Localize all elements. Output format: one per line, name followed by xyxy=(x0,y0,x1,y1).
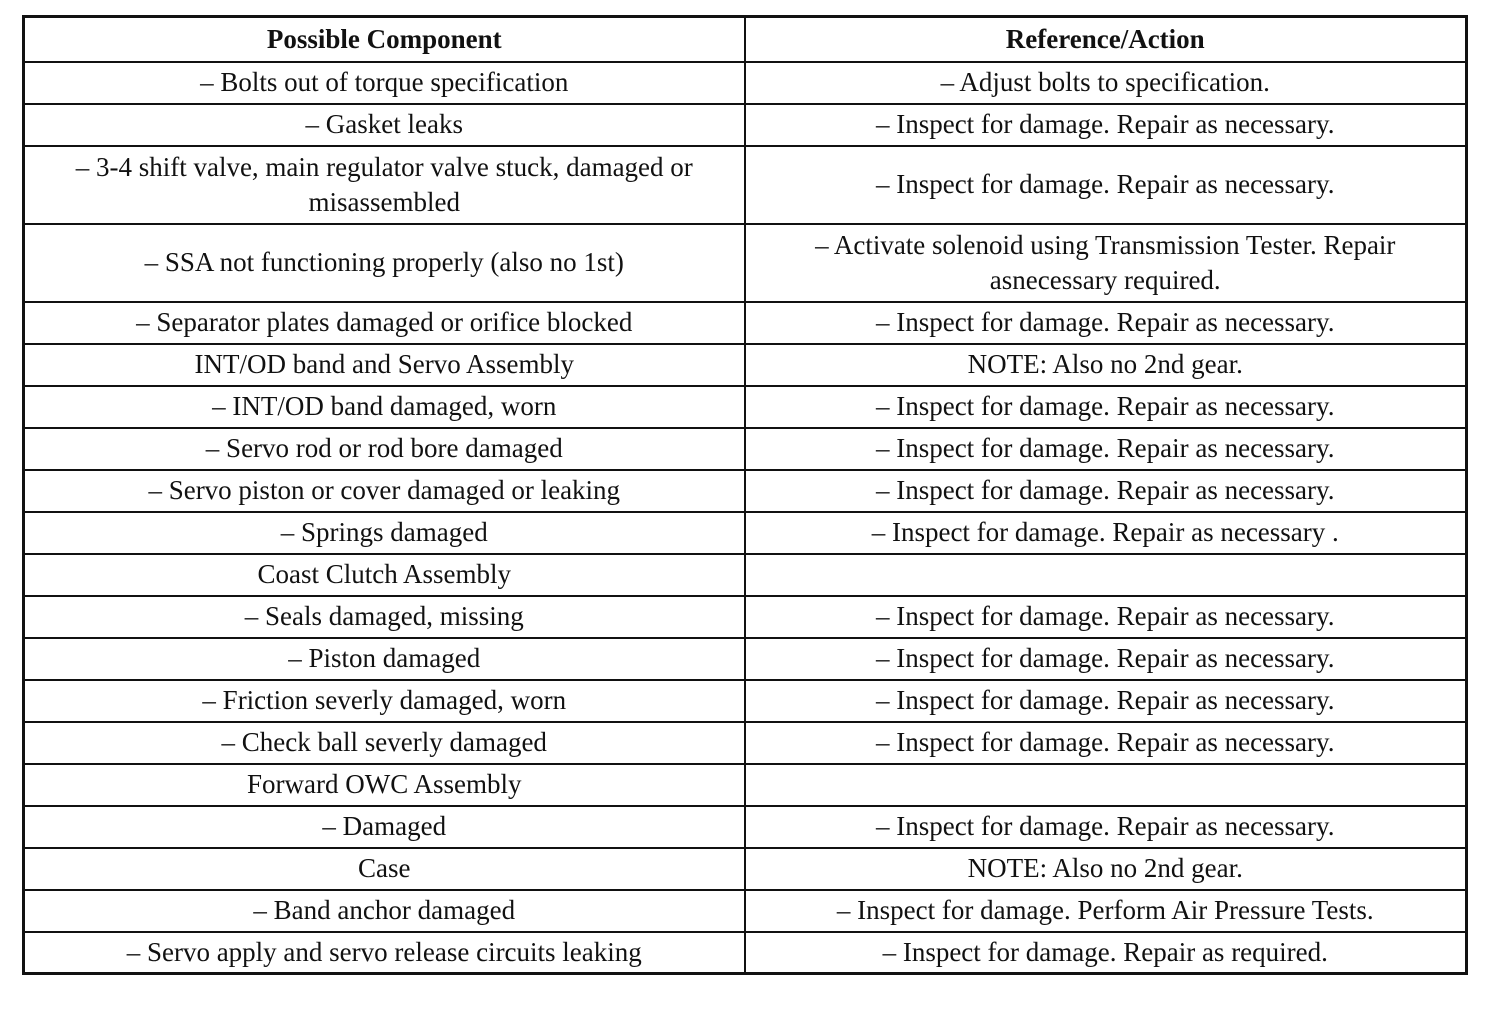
table-row xyxy=(24,722,1467,764)
table-row xyxy=(24,224,1467,302)
table-row xyxy=(24,848,1467,890)
component-cell: – Seals damaged, missing xyxy=(24,596,745,638)
action-cell: – Inspect for damage. Repair as necessary. xyxy=(745,722,1467,764)
component-cell: – Bolts out of torque specification xyxy=(24,62,745,104)
table-row xyxy=(24,428,1467,470)
table-row xyxy=(24,890,1467,932)
component-cell: Coast Clutch Assembly xyxy=(24,554,745,596)
component-cell: INT/OD band and Servo Assembly xyxy=(24,344,745,386)
table-row xyxy=(24,638,1467,680)
component-cell: – Servo apply and servo release circuits leaking xyxy=(24,932,745,974)
action-cell: – Inspect for damage. Repair as necessary. xyxy=(745,596,1467,638)
component-cell: – Servo piston or cover damaged or leaking xyxy=(24,470,745,512)
table-row xyxy=(24,554,1467,596)
action-cell: – Inspect for damage. Repair as necessary . xyxy=(745,512,1467,554)
table-row xyxy=(24,386,1467,428)
table-row xyxy=(24,344,1467,386)
component-cell: – Servo rod or rod bore damaged xyxy=(24,428,745,470)
action-cell xyxy=(745,764,1467,806)
component-cell: – Damaged xyxy=(24,806,745,848)
table-row xyxy=(24,932,1467,974)
table-row xyxy=(24,596,1467,638)
action-cell: NOTE: Also no 2nd gear. xyxy=(745,848,1467,890)
action-cell: – Inspect for damage. Perform Air Pressure Tests. xyxy=(745,890,1467,932)
component-cell: – Friction severly damaged, worn xyxy=(24,680,745,722)
action-cell: – Inspect for damage. Repair as necessary. xyxy=(745,680,1467,722)
table-row xyxy=(24,764,1467,806)
component-cell: – Check ball severly damaged xyxy=(24,722,745,764)
component-cell: – SSA not functioning properly (also no 1st) xyxy=(24,224,745,302)
action-cell: – Inspect for damage. Repair as necessary. xyxy=(745,806,1467,848)
table-row xyxy=(24,104,1467,146)
component-cell: – Piston damaged xyxy=(24,638,745,680)
action-cell: – Inspect for damage. Repair as necessary. xyxy=(745,386,1467,428)
action-cell: – Activate solenoid using Transmission Tester. Repair asnecessary required. xyxy=(745,224,1467,302)
component-cell: – Springs damaged xyxy=(24,512,745,554)
table-row xyxy=(24,146,1467,224)
action-cell: – Inspect for damage. Repair as necessary. xyxy=(745,428,1467,470)
action-cell: NOTE: Also no 2nd gear. xyxy=(745,344,1467,386)
table-row xyxy=(24,302,1467,344)
table-row xyxy=(24,806,1467,848)
action-cell xyxy=(745,554,1467,596)
table-row xyxy=(24,470,1467,512)
table-row xyxy=(24,62,1467,104)
table-row xyxy=(24,512,1467,554)
action-cell: – Inspect for damage. Repair as necessary. xyxy=(745,146,1467,224)
action-cell: – Inspect for damage. Repair as necessary. xyxy=(745,470,1467,512)
header-row xyxy=(24,17,1467,62)
column-header-action: Reference/Action xyxy=(745,17,1467,62)
action-cell: – Inspect for damage. Repair as necessary. xyxy=(745,638,1467,680)
column-header-component: Possible Component xyxy=(24,17,745,62)
component-cell: Forward OWC Assembly xyxy=(24,764,745,806)
component-cell: – Band anchor damaged xyxy=(24,890,745,932)
component-cell: – 3-4 shift valve, main regulator valve stuck, damaged or misassembled xyxy=(24,146,745,224)
action-cell: – Inspect for damage. Repair as necessary. xyxy=(745,104,1467,146)
diagnosis-table xyxy=(22,15,1468,975)
component-cell: Case xyxy=(24,848,745,890)
action-cell: – Inspect for damage. Repair as necessary. xyxy=(745,302,1467,344)
component-cell: – Separator plates damaged or orifice blocked xyxy=(24,302,745,344)
action-cell: – Inspect for damage. Repair as required. xyxy=(745,932,1467,974)
table-row xyxy=(24,680,1467,722)
component-cell: – INT/OD band damaged, worn xyxy=(24,386,745,428)
component-cell: – Gasket leaks xyxy=(24,104,745,146)
action-cell: – Adjust bolts to specification. xyxy=(745,62,1467,104)
